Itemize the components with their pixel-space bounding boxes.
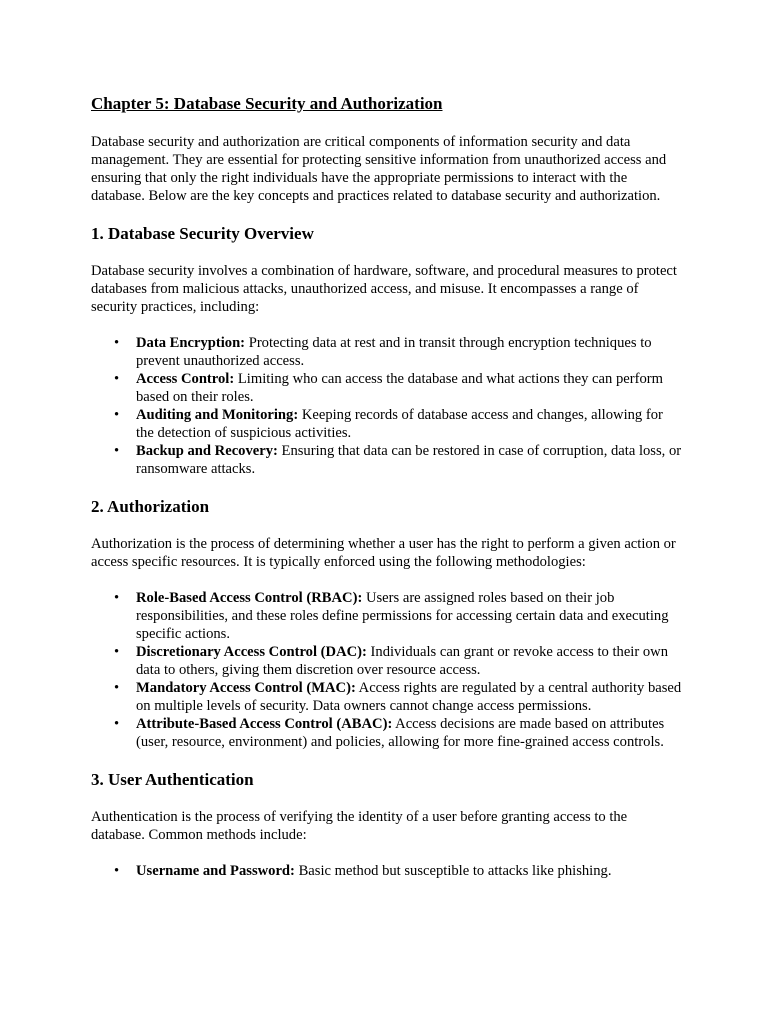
list-item-desc: Individuals can grant or revoke access to their own data to others, giving them discretion over resource access. — [136, 644, 668, 678]
list-item — [114, 715, 683, 751]
authorization-methods-list — [91, 589, 683, 751]
list-item-desc: Access rights are regulated by a central authority based on multiple levels of security. Data owners cannot change access permissions. — [136, 680, 682, 714]
section-paragraph-user-authentication: Authentication is the process of verifying the identity of a user before granting access to the database. Common methods include: — [91, 809, 628, 843]
list-item-desc: Access decisions are made based on attributes (user, resource, environment) and policies, allowing for more fine-grained access controls. — [136, 716, 665, 750]
list-item-desc: Basic method but susceptible to attacks like phishing. — [294, 863, 612, 879]
list-item — [114, 862, 683, 880]
section-heading-security-overview: 1. Database Security Overview — [91, 224, 314, 243]
list-item — [114, 370, 683, 406]
chapter-title: Chapter 5: Database Security and Authorization — [91, 94, 443, 113]
list-item-term: Username and Password: — [136, 863, 295, 879]
section-heading-authorization: 2. Authorization — [91, 497, 210, 516]
section-heading-user-authentication: 3. User Authentication — [91, 770, 254, 789]
list-item-desc: Keeping records of database access and changes, allowing for the detection of suspicious activities. — [136, 407, 663, 441]
bullet-icon: • — [114, 680, 120, 696]
authentication-methods-list — [91, 862, 683, 880]
bullet-icon: • — [114, 335, 120, 351]
bullet-icon: • — [114, 371, 120, 387]
list-item-desc: Limiting who can access the database and what actions they can perform based on their roles. — [136, 371, 663, 405]
list-item-term: Data Encryption: — [136, 335, 246, 351]
bullet-icon: • — [114, 716, 120, 732]
bullet-icon: • — [114, 407, 120, 423]
list-item-term: Discretionary Access Control (DAC): — [136, 644, 367, 660]
bullet-icon: • — [114, 443, 120, 459]
bullet-icon: • — [114, 863, 120, 879]
list-item-term: Auditing and Monitoring: — [136, 407, 299, 423]
section-paragraph-authorization: Authorization is the process of determining whether a user has the right to perform a given action or access specific resources. It is typically enforced using the following methodologies: — [91, 536, 676, 570]
list-item-term: Mandatory Access Control (MAC): — [136, 680, 356, 696]
list-item — [114, 334, 683, 370]
list-item-desc: Users are assigned roles based on their job responsibilities, and these roles define permissions for accessing certain data and executing specific actions. — [136, 590, 669, 642]
intro-paragraph: Database security and authorization are critical components of information security and data management. They are essential for protecting sensitive information from unauthorized access and ensuring that only the right individuals have the appropriate permissions to interact with the database. Below are the key concepts and practices related to database security and authorization. — [91, 134, 667, 204]
bullet-icon: • — [114, 590, 120, 606]
bullet-icon: • — [114, 644, 120, 660]
list-item-term: Role-Based Access Control (RBAC): — [136, 590, 363, 606]
list-item-desc: Ensuring that data can be restored in case of corruption, data loss, or ransomware attacks. — [136, 443, 682, 477]
document-page — [91, 93, 683, 880]
list-item — [114, 442, 683, 478]
list-item-desc: Protecting data at rest and in transit through encryption techniques to prevent unauthorized access. — [136, 335, 652, 369]
list-item — [114, 679, 683, 715]
list-item-term: Backup and Recovery: — [136, 443, 278, 459]
security-practices-list — [91, 334, 683, 478]
section-paragraph-security-overview: Database security involves a combination of hardware, software, and procedural measures to protect databases from malicious attacks, unauthorized access, and misuse. It encompasses a range of security practices, including: — [91, 263, 677, 315]
list-item — [114, 589, 683, 643]
list-item-term: Attribute-Based Access Control (ABAC): — [136, 716, 393, 732]
list-item — [114, 406, 683, 442]
list-item-term: Access Control: — [136, 371, 235, 387]
list-item — [114, 643, 683, 679]
